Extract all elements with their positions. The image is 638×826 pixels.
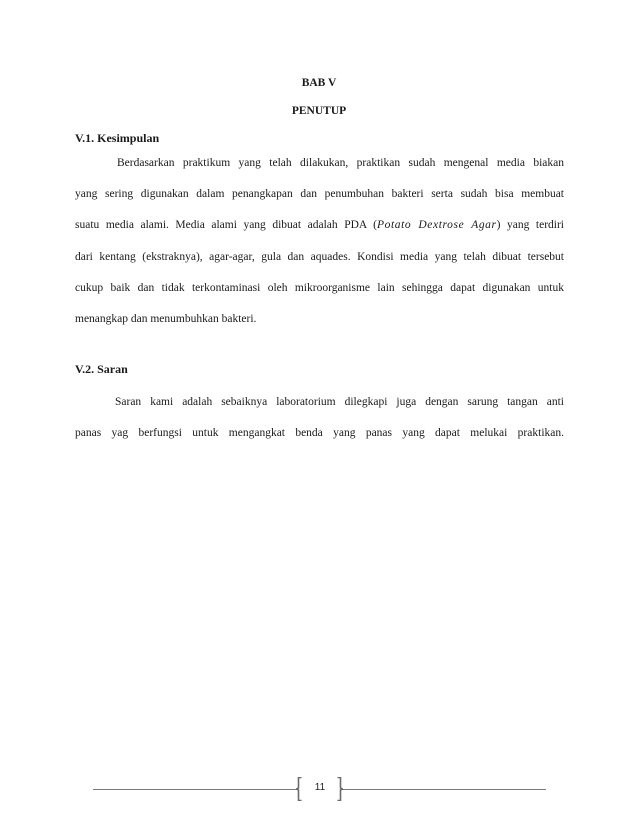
paragraph-line: Saran kami adalah sebaiknya laboratorium dilegkapi juga dengan sarung tangan anti [115,396,564,408]
paragraph-line: cukup baik dan tidak terkontaminasi oleh mikroorganisme lain sehingga dapat digunakan untuk [75,281,564,294]
footer-rule-left [93,789,298,790]
section-heading-saran: V.2. Saran [75,362,128,376]
chapter-title: PENUTUP [291,105,347,117]
chapter-number: BAB V [301,77,337,89]
paragraph-line: Berdasarkan praktikum yang telah dilakukan, praktikan sudah mengenal media biakan [117,157,564,169]
paragraph-line: yang sering digunakan dalam penangkapan dan penumbuhan bakteri serta sudah bisa membuat [75,188,564,201]
italic-term: Potato Dextrose Agar [376,219,497,232]
line-text: suatu media alami. Media alami yang dibuat adalah PDA ( [75,219,377,232]
paragraph-line: menangkap dan menumbuhkan bakteri. [75,313,257,326]
section-heading-kesimpulan: V.1. Kesimpulan [75,131,160,145]
paragraph-line: dari kentang (ekstraknya), agar-agar, gula dan aquades. Kondisi media yang telah dibuat tersebut [75,250,564,263]
line-text: ) yang terdiri [496,219,564,232]
footer-rule-right [341,789,546,790]
page-number: 11 [314,782,326,793]
suggestion-paragraph [75,387,564,449]
paragraph-line: panas yag berfungsi untuk mengangkat benda yang panas yang dapat melukai praktikan. [75,427,564,440]
paragraph-line [75,210,564,241]
conclusion-paragraph [75,148,564,335]
